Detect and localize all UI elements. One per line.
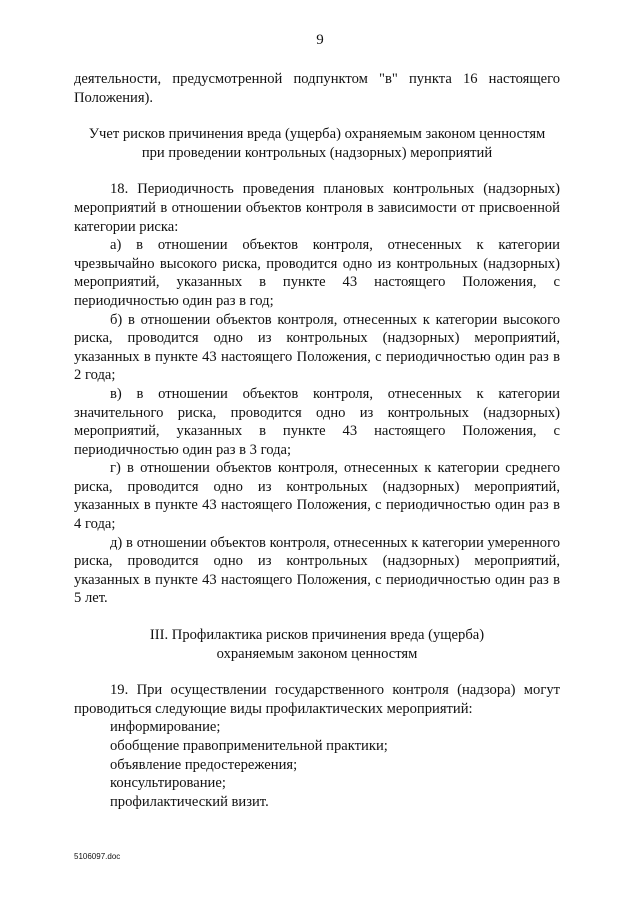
paragraph-18-item-v: в) в отношении объектов контроля, отнесенных к категории значительного риска, проводится одно из контрольных (надзорных) мероприятий, указанных в пункте 43 настоящего Положения, с периодичностью один раз в 3 года;: [74, 385, 560, 458]
section-heading-line-2: при проведении контрольных (надзорных) мероприятий: [141, 144, 493, 161]
list-item: информирование;: [110, 719, 221, 736]
paragraph-18-intro: 18. Периодичность проведения плановых контрольных (надзорных) мероприятий в отношении объектов контроля в зависимости от присвоенной категории риска:: [74, 181, 560, 235]
section-heading-risk-accounting: [74, 125, 560, 162]
footer-file-code: 5106097.doc: [74, 852, 121, 861]
list-item: объявление предостережения;: [110, 756, 298, 773]
paragraph-18-item-g: г) в отношении объектов контроля, отнесенных к категории среднего риска, проводится одно из контрольных (надзорных) мероприятий, указанных в пункте 43 настоящего Положения, с периодичностью один раз в 4 года;: [74, 460, 560, 533]
section-heading-line-2: охраняемым законом ценностям: [216, 645, 418, 662]
paragraph-18-item-b: б) в отношении объектов контроля, отнесенных к категории высокого риска, проводится одно из контрольных (надзорных) мероприятий, указанных в пункте 43 настоящего Положения, с периодичностью один раз в 2 года;: [74, 311, 560, 384]
page-number: 9: [316, 32, 324, 48]
paragraph-19-intro: 19. При осуществлении государственного контроля (надзора) могут проводиться следующие виды профилактических мероприятий:: [74, 682, 560, 717]
continuation-paragraph: деятельности, предусмотренной подпунктом "в" пункта 16 настоящего Положения).: [74, 71, 560, 106]
section-heading-line-1: III. Профилактика рисков причинения вреда (ущерба): [149, 627, 485, 644]
list-item: профилактический визит.: [110, 793, 269, 810]
section-heading-line-1: Учет рисков причинения вреда (ущерба) охраняемым законом ценностям: [88, 126, 546, 143]
list-item: консультирование;: [110, 775, 226, 792]
document-body: [74, 70, 560, 811]
paragraph-18-item-d: д) в отношении объектов контроля, отнесенных к категории умеренного риска, проводится одно из контрольных (надзорных) мероприятий, указанных в пункте 43 настоящего Положения, с периодичностью один раз в 5 лет.: [74, 534, 560, 607]
paragraph-18-item-a: а) в отношении объектов контроля, отнесенных к категории чрезвычайно высокого риска, проводится одно из контрольных (надзорных) мероприятий, указанных в пункте 43 настоящего Положения, с периодичностью один раз в год;: [74, 237, 560, 309]
section-heading-prevention: [74, 626, 560, 663]
list-item: обобщение правоприменительной практики;: [110, 738, 388, 754]
